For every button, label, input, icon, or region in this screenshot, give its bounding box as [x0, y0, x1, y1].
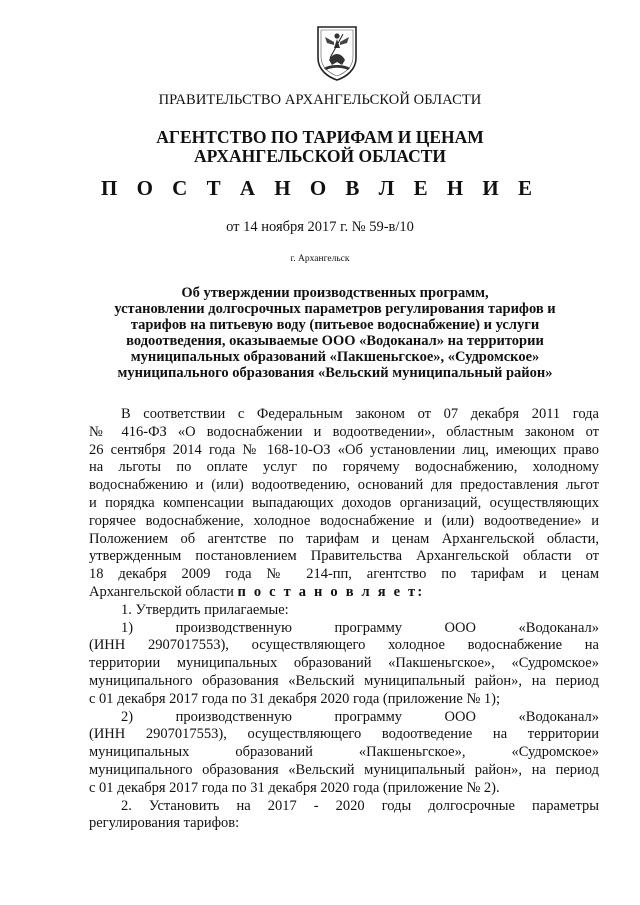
item-1-2-line: (ИНН 2907017553), осуществляющего водоотведение на территории	[89, 726, 599, 743]
government-title: ПРАВИТЕЛЬСТВО АРХАНГЕЛЬСКОЙ ОБЛАСТИ	[158, 92, 482, 108]
subject-line: муниципального образования «Вельский муниципальный район»	[117, 365, 553, 381]
subject-line: Об утверждении производственных программ,	[181, 285, 489, 301]
item-1-2-line: муниципального образования «Вельский муниципальный район», на период	[89, 761, 599, 778]
document-subject	[96, 285, 574, 381]
item-1-2-line: муниципальных образований «Пакшеньгское», «Судромское»	[89, 744, 599, 761]
subject-line: установлении долгосрочных параметров регулирования тарифов и	[114, 301, 556, 317]
body-line: утвержденным постановлением Правительства Архангельской области от	[89, 548, 599, 565]
item-1-1-line: с 01 декабря 2017 года по 31 декабря 2020 года (приложение № 1);	[89, 690, 501, 707]
body-line: водоснабжению и (или) водоотведению, оснований для предоставления льгот	[89, 477, 599, 494]
subject-line: водоотведения, оказываемые ООО «Водоканал» на территории	[126, 333, 544, 349]
document-body	[89, 406, 599, 833]
coat-of-arms-emblem	[315, 24, 359, 82]
agency-title-line: АГЕНТСТВО ПО ТАРИФАМ И ЦЕНАМ	[156, 127, 484, 147]
date-number: от 14 ноября 2017 г. № 59-в/10	[226, 219, 414, 235]
body-line: № 416-ФЗ «О водоснабжении и водоотведении», областным законом от	[89, 423, 599, 440]
item-1-1-line: 1) производственную программу ООО «Водоканал»	[121, 619, 599, 636]
subject-line: тарифов на питьевую воду (питьевое водоснабжение) и услуги	[130, 317, 540, 333]
item-1-1-line: (ИНН 2907017553), осуществляющего холодное водоснабжение на	[89, 637, 599, 654]
preamble-end: Архангельской области	[89, 583, 234, 600]
body-line: на льготы по оплате услуг по горячему водоснабжению, холодному	[89, 459, 599, 476]
body-line: В соответствии с Федеральным законом от 07 декабря 2011 года	[121, 406, 599, 422]
item-1-1-line: муниципального образования «Вельский муниципальный район», на период	[89, 672, 599, 689]
resolves-word: п о с т а н о в л я е т:	[237, 583, 425, 600]
agency-title	[0, 128, 640, 166]
item-1-2-line: с 01 декабря 2017 года по 31 декабря 2020 года (приложение № 2).	[89, 779, 500, 796]
item-1-1-line: территории муниципальных образований «Пакшеньгское», «Судромское»	[89, 655, 599, 672]
item-2-line: 2. Установить на 2017 - 2020 годы долгосрочные параметры	[121, 797, 599, 814]
body-line: Положением об агентстве по тарифам и ценам Архангельской области,	[89, 530, 599, 547]
subject-line: муниципальных образований «Пакшеньгское», «Судромское»	[130, 349, 540, 365]
body-line: 18 декабря 2009 года № 214-пп, агентство по тарифам и ценам	[89, 566, 599, 583]
body-line: горячее водоснабжение, холодное водоснабжение и (или) водоотведение» и	[89, 512, 599, 529]
item-1-2-line: 2) производственную программу ООО «Водоканал»	[121, 708, 599, 725]
item-2-line: регулирования тарифов:	[89, 815, 240, 832]
city-label: г. Архангельск	[290, 254, 350, 264]
agency-title-line: АРХАНГЕЛЬСКОЙ ОБЛАСТИ	[194, 146, 446, 166]
item-1-intro: 1. Утвердить прилагаемые:	[121, 601, 289, 618]
document-type-heading: П О С Т А Н О В Л Е Н И Е	[100, 176, 539, 200]
body-line: 26 сентября 2014 года № 168-10-ОЗ «Об установлении лиц, имеющих право	[89, 441, 599, 458]
body-line	[89, 584, 599, 602]
body-line: и порядка компенсации выпадающих доходов организаций, осуществляющих	[89, 494, 599, 511]
